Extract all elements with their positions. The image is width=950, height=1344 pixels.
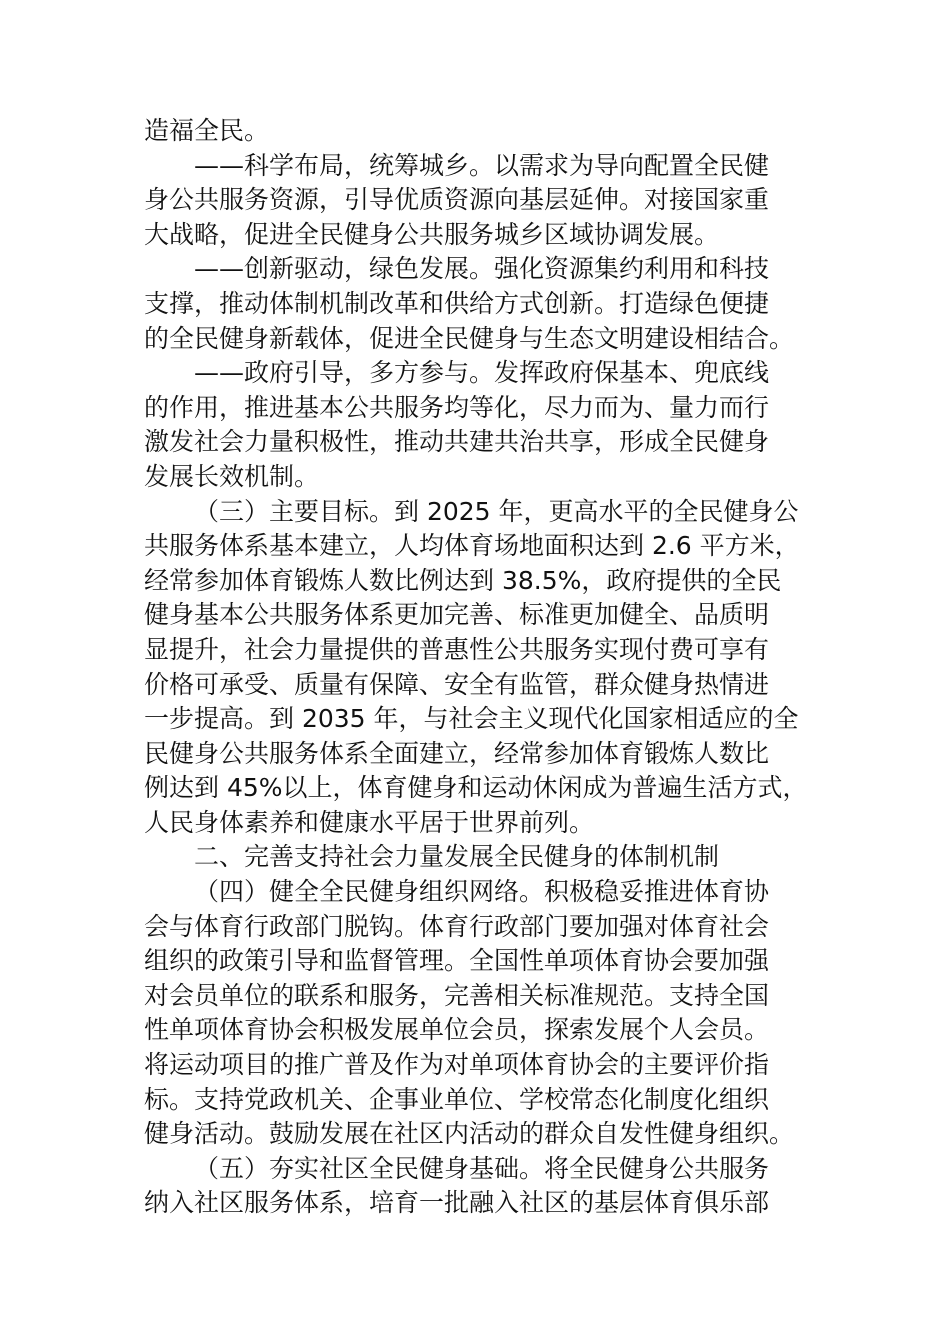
text-line: （四）健全全民健身组织网络。积极稳妥推进体育协 — [194, 877, 770, 907]
text-line: 身公共服务资源，引导优质资源向基层延伸。对接国家重 — [144, 185, 770, 215]
text-line: 将运动项目的推广普及作为对单项体育协会的主要评价指 — [144, 1050, 770, 1080]
text-line: 人民身体素养和健康水平居于世界前列。 — [144, 807, 595, 837]
text-line: 二、完善支持社会力量发展全民健身的体制机制 — [194, 842, 720, 872]
text-line: 共服务体系基本建立，人均体育场地面积达到 2.6 平方米， — [144, 531, 800, 561]
text-line: 一步提高。到 2035 年，与社会主义现代化国家相适应的全 — [144, 704, 799, 734]
text-line: （三）主要目标。到 2025 年，更高水平的全民健身公 — [194, 496, 799, 526]
text-line: 显提升，社会力量提供的普惠性公共服务实现付费可享有 — [144, 634, 770, 664]
text-line: 民健身公共服务体系全面建立，经常参加体育锻炼人数比 — [144, 738, 770, 768]
text-line: ——创新驱动，绿色发展。强化资源集约利用和科技 — [194, 254, 770, 284]
text-line: 会与体育行政部门脱钩。体育行政部门要加强对体育社会 — [144, 911, 770, 941]
text-line: 价格可承受、质量有保障、安全有监管，群众健身热情进 — [144, 669, 770, 699]
text-line: 支撑，推动体制机制改革和供给方式创新。打造绿色便捷 — [144, 288, 770, 318]
text-line: 健身基本公共服务体系更加完善、标准更加健全、品质明 — [144, 600, 770, 630]
text-line: 经常参加体育锻炼人数比例达到 38.5%，政府提供的全民 — [144, 565, 782, 595]
text-line: 的作用，推进基本公共服务均等化，尽力而为、量力而行 — [144, 392, 770, 422]
text-line: 纳入社区服务体系，培育一批融入社区的基层体育俱乐部 — [144, 1188, 770, 1218]
text-line: 例达到 45%以上，体育健身和运动休闲成为普遍生活方式， — [144, 773, 808, 803]
text-line: ——政府引导，多方参与。发挥政府保基本、兜底线 — [194, 358, 770, 388]
body-text — [144, 114, 834, 1221]
text-line: 组织的政策引导和监督管理。全国性单项体育协会要加强 — [144, 946, 770, 976]
text-line: 造福全民。 — [144, 116, 270, 145]
text-line: 大战略，促进全民健身公共服务城乡区域协调发展。 — [144, 219, 720, 249]
text-line: 健身活动。鼓励发展在社区内活动的群众自发性健身组织。 — [144, 1119, 795, 1149]
text-line: 对会员单位的联系和服务，完善相关标准规范。支持全国 — [144, 980, 770, 1010]
text-line: 发展长效机制。 — [144, 461, 320, 491]
text-line: （五）夯实社区全民健身基础。将全民健身公共服务 — [194, 1153, 770, 1183]
text-line: 性单项体育协会积极发展单位会员，探索发展个人会员。 — [144, 1015, 770, 1045]
text-line: 激发社会力量积极性，推动共建共治共享，形成全民健身 — [144, 427, 770, 457]
text-line: 的全民健身新载体，促进全民健身与生态文明建设相结合。 — [144, 323, 795, 353]
text-line: ——科学布局，统筹城乡。以需求为导向配置全民健 — [194, 150, 770, 180]
text-line: 标。支持党政机关、企事业单位、学校常态化制度化组织 — [144, 1084, 770, 1114]
